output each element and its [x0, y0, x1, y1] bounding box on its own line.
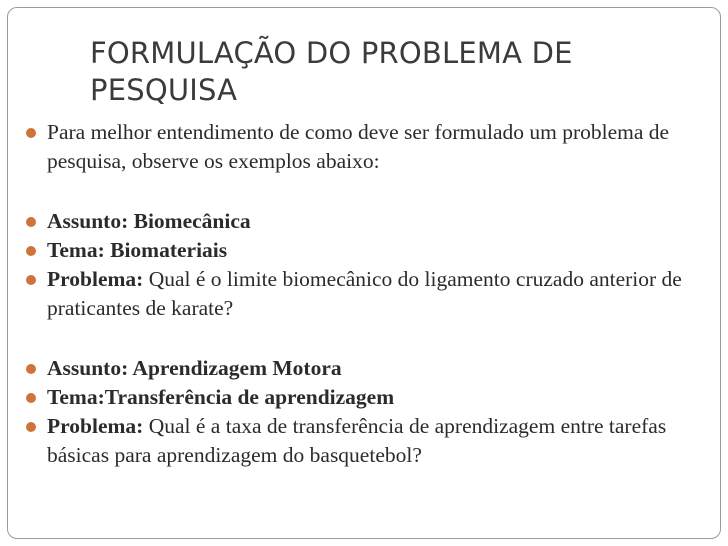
bullet-dot-icon: [26, 246, 36, 256]
list-spacer: [26, 176, 706, 207]
tema-2-text: Tema:Transferência de aprendizagem: [47, 385, 395, 409]
bullet-dot-icon: [26, 217, 36, 227]
assunto-2-text: Assunto: Aprendizagem Motora: [47, 356, 342, 380]
bullet-list: [26, 118, 706, 470]
slide-title: [90, 35, 690, 109]
bullet-tema-1: [26, 236, 706, 265]
bullet-tema-2: [26, 383, 706, 412]
bullet-dot-icon: [26, 128, 36, 138]
bullet-intro: [26, 118, 706, 176]
problema-1-text: Qual é o limite biomecânico do ligamento cruzado anterior de praticantes de karate?: [47, 267, 682, 320]
bullet-dot-icon: [26, 364, 36, 374]
bullet-dot-icon: [26, 275, 36, 285]
tema-1-text: Tema: Biomateriais: [47, 238, 228, 262]
problema-2-label: Problema:: [47, 414, 144, 438]
bullet-dot-icon: [26, 393, 36, 403]
list-spacer: [26, 323, 706, 354]
bullet-dot-icon: [26, 422, 36, 432]
bullet-assunto-1: [26, 207, 706, 236]
bullet-problema-1: [26, 265, 706, 323]
intro-text: Para melhor entendimento de como deve ser formulado um problema de pesquisa, observe os exemplos abaixo:: [47, 120, 670, 173]
slide-title-line-2: PESQUISA: [90, 73, 238, 107]
bullet-assunto-2: [26, 354, 706, 383]
slide-title-line-1: FORMULAÇÃO DO PROBLEMA DE: [90, 36, 573, 70]
problema-1-label: Problema:: [47, 267, 144, 291]
problema-2-text: Qual é a taxa de transferência de aprendizagem entre tarefas básicas para aprendizagem do basquetebol?: [47, 414, 667, 467]
bullet-problema-2: [26, 412, 706, 470]
assunto-1-text: Assunto: Biomecânica: [47, 209, 251, 233]
